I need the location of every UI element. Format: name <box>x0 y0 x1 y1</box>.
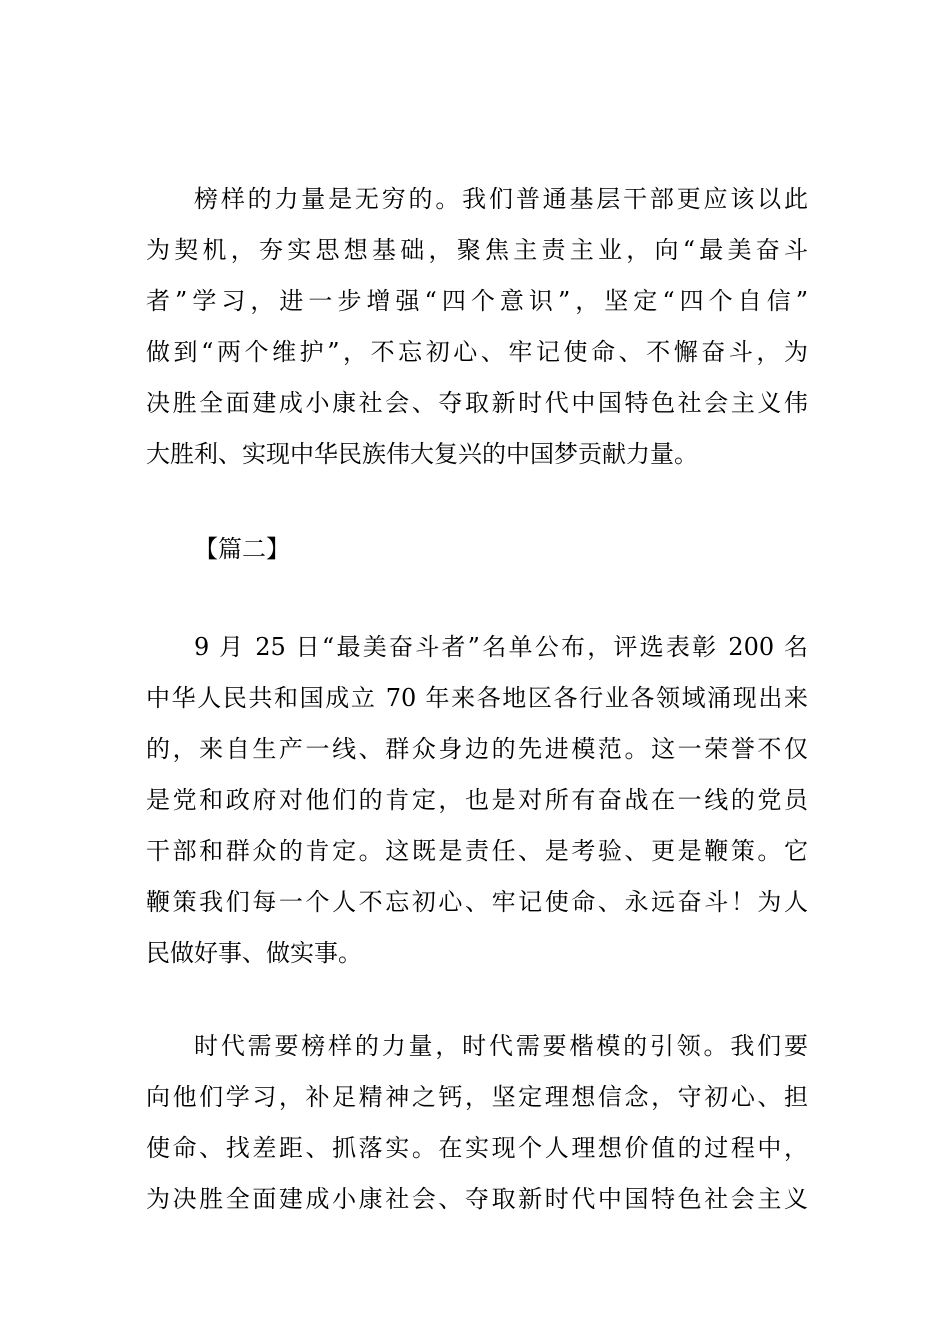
paragraph-line: 为决胜全面建成小康社会、夺取新时代中国特色社会主义 <box>146 1185 808 1213</box>
paragraph-line: 者”学习，进一步增强“四个意识”，坚定“四个自信” <box>146 287 808 315</box>
paragraph-line: 时代需要榜样的力量，时代需要楷模的引领。我们要 <box>194 1032 808 1060</box>
paragraph-line: 干部和群众的肯定。这既是责任、是考验、更是鞭策。它 <box>146 837 808 865</box>
paragraph-1 <box>146 174 808 480</box>
paragraph-line: 决胜全面建成小康社会、夺取新时代中国特色社会主义伟 <box>146 389 808 417</box>
paragraph-line: 是党和政府对他们的肯定，也是对所有奋战在一线的党员 <box>146 786 808 814</box>
section-heading: 【篇二】 <box>194 535 290 563</box>
paragraph-line: 的，来自生产一线、群众身边的先进模范。这一荣誉不仅 <box>146 735 808 763</box>
paragraph-line: 做到“两个维护”，不忘初心、牢记使命、不懈奋斗，为 <box>146 338 808 366</box>
paragraph-line: 9 月 25 日“最美奋斗者”名单公布，评选表彰 200 名 <box>194 633 808 661</box>
paragraph-line: 民做好事、做实事。 <box>146 939 362 967</box>
paragraph-line: 大胜利、实现中华民族伟大复兴的中国梦贡献力量。 <box>146 440 698 468</box>
paragraph-2 <box>146 622 808 979</box>
paragraph-line: 为契机，夯实思想基础，聚焦主责主业，向“最美奋斗 <box>146 236 808 264</box>
paragraph-line: 榜样的力量是无穷的。我们普通基层干部更应该以此 <box>194 185 808 213</box>
paragraph-3 <box>146 1021 808 1225</box>
paragraph-line: 鞭策我们每一个人不忘初心、牢记使命、永远奋斗！为人 <box>146 888 808 916</box>
paragraph-line: 向他们学习，补足精神之钙，坚定理想信念，守初心、担 <box>146 1083 808 1111</box>
paragraph-line: 使命、找差距、抓落实。在实现个人理想价值的过程中， <box>146 1134 808 1162</box>
paragraph-line: 中华人民共和国成立 70 年来各地区各行业各领域涌现出来 <box>146 684 808 712</box>
